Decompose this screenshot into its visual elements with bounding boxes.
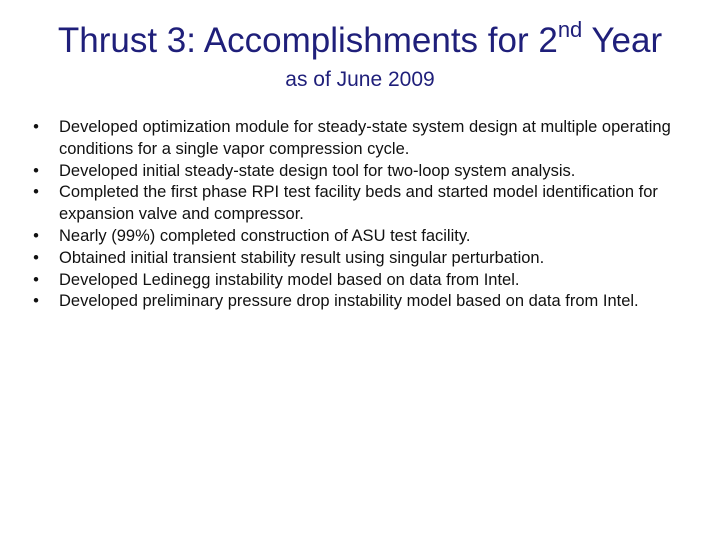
title-main-text: Thrust 3: Accomplishments for 2 (57, 21, 558, 60)
bullet-text: Developed preliminary pressure drop instability model based on data from Intel. (59, 292, 639, 311)
bullet-item (30, 182, 685, 226)
bullet-icon: • (33, 118, 39, 136)
bullet-list (30, 117, 685, 313)
bullet-item (30, 270, 685, 292)
subtitle-text: as of June 2009 (285, 68, 435, 91)
bullet-icon: • (33, 226, 39, 245)
bullet-item (30, 248, 685, 270)
bullet-icon: • (33, 161, 39, 180)
bullet-icon: • (33, 248, 39, 267)
bullet-icon: • (33, 183, 39, 202)
bullet-text: Developed optimization module for steady-state system design at multiple operating conditions for a single vapor compression cycle. (59, 118, 671, 158)
bullet-item (30, 161, 685, 183)
bullet-item (30, 117, 685, 161)
bullet-item (30, 226, 685, 248)
bullet-item (30, 291, 685, 313)
bullet-text: Completed the first phase RPI test facility beds and started model identification for expansion valve and compressor. (59, 183, 658, 224)
title-ordinal-superscript: nd (557, 17, 583, 42)
bullet-text: Developed Ledinegg instability model based on data from Intel. (59, 270, 520, 289)
slide-subtitle (0, 64, 720, 96)
bullet-icon: • (33, 292, 39, 311)
bullet-text: Obtained initial transient stability result using singular perturbation. (59, 248, 545, 267)
title-end-text: Year (582, 21, 663, 60)
bullet-text: Developed initial steady-state design tool for two-loop system analysis. (59, 161, 576, 180)
bullet-icon: • (33, 270, 39, 289)
bullet-text: Nearly (99%) completed construction of ASU test facility. (59, 226, 471, 245)
